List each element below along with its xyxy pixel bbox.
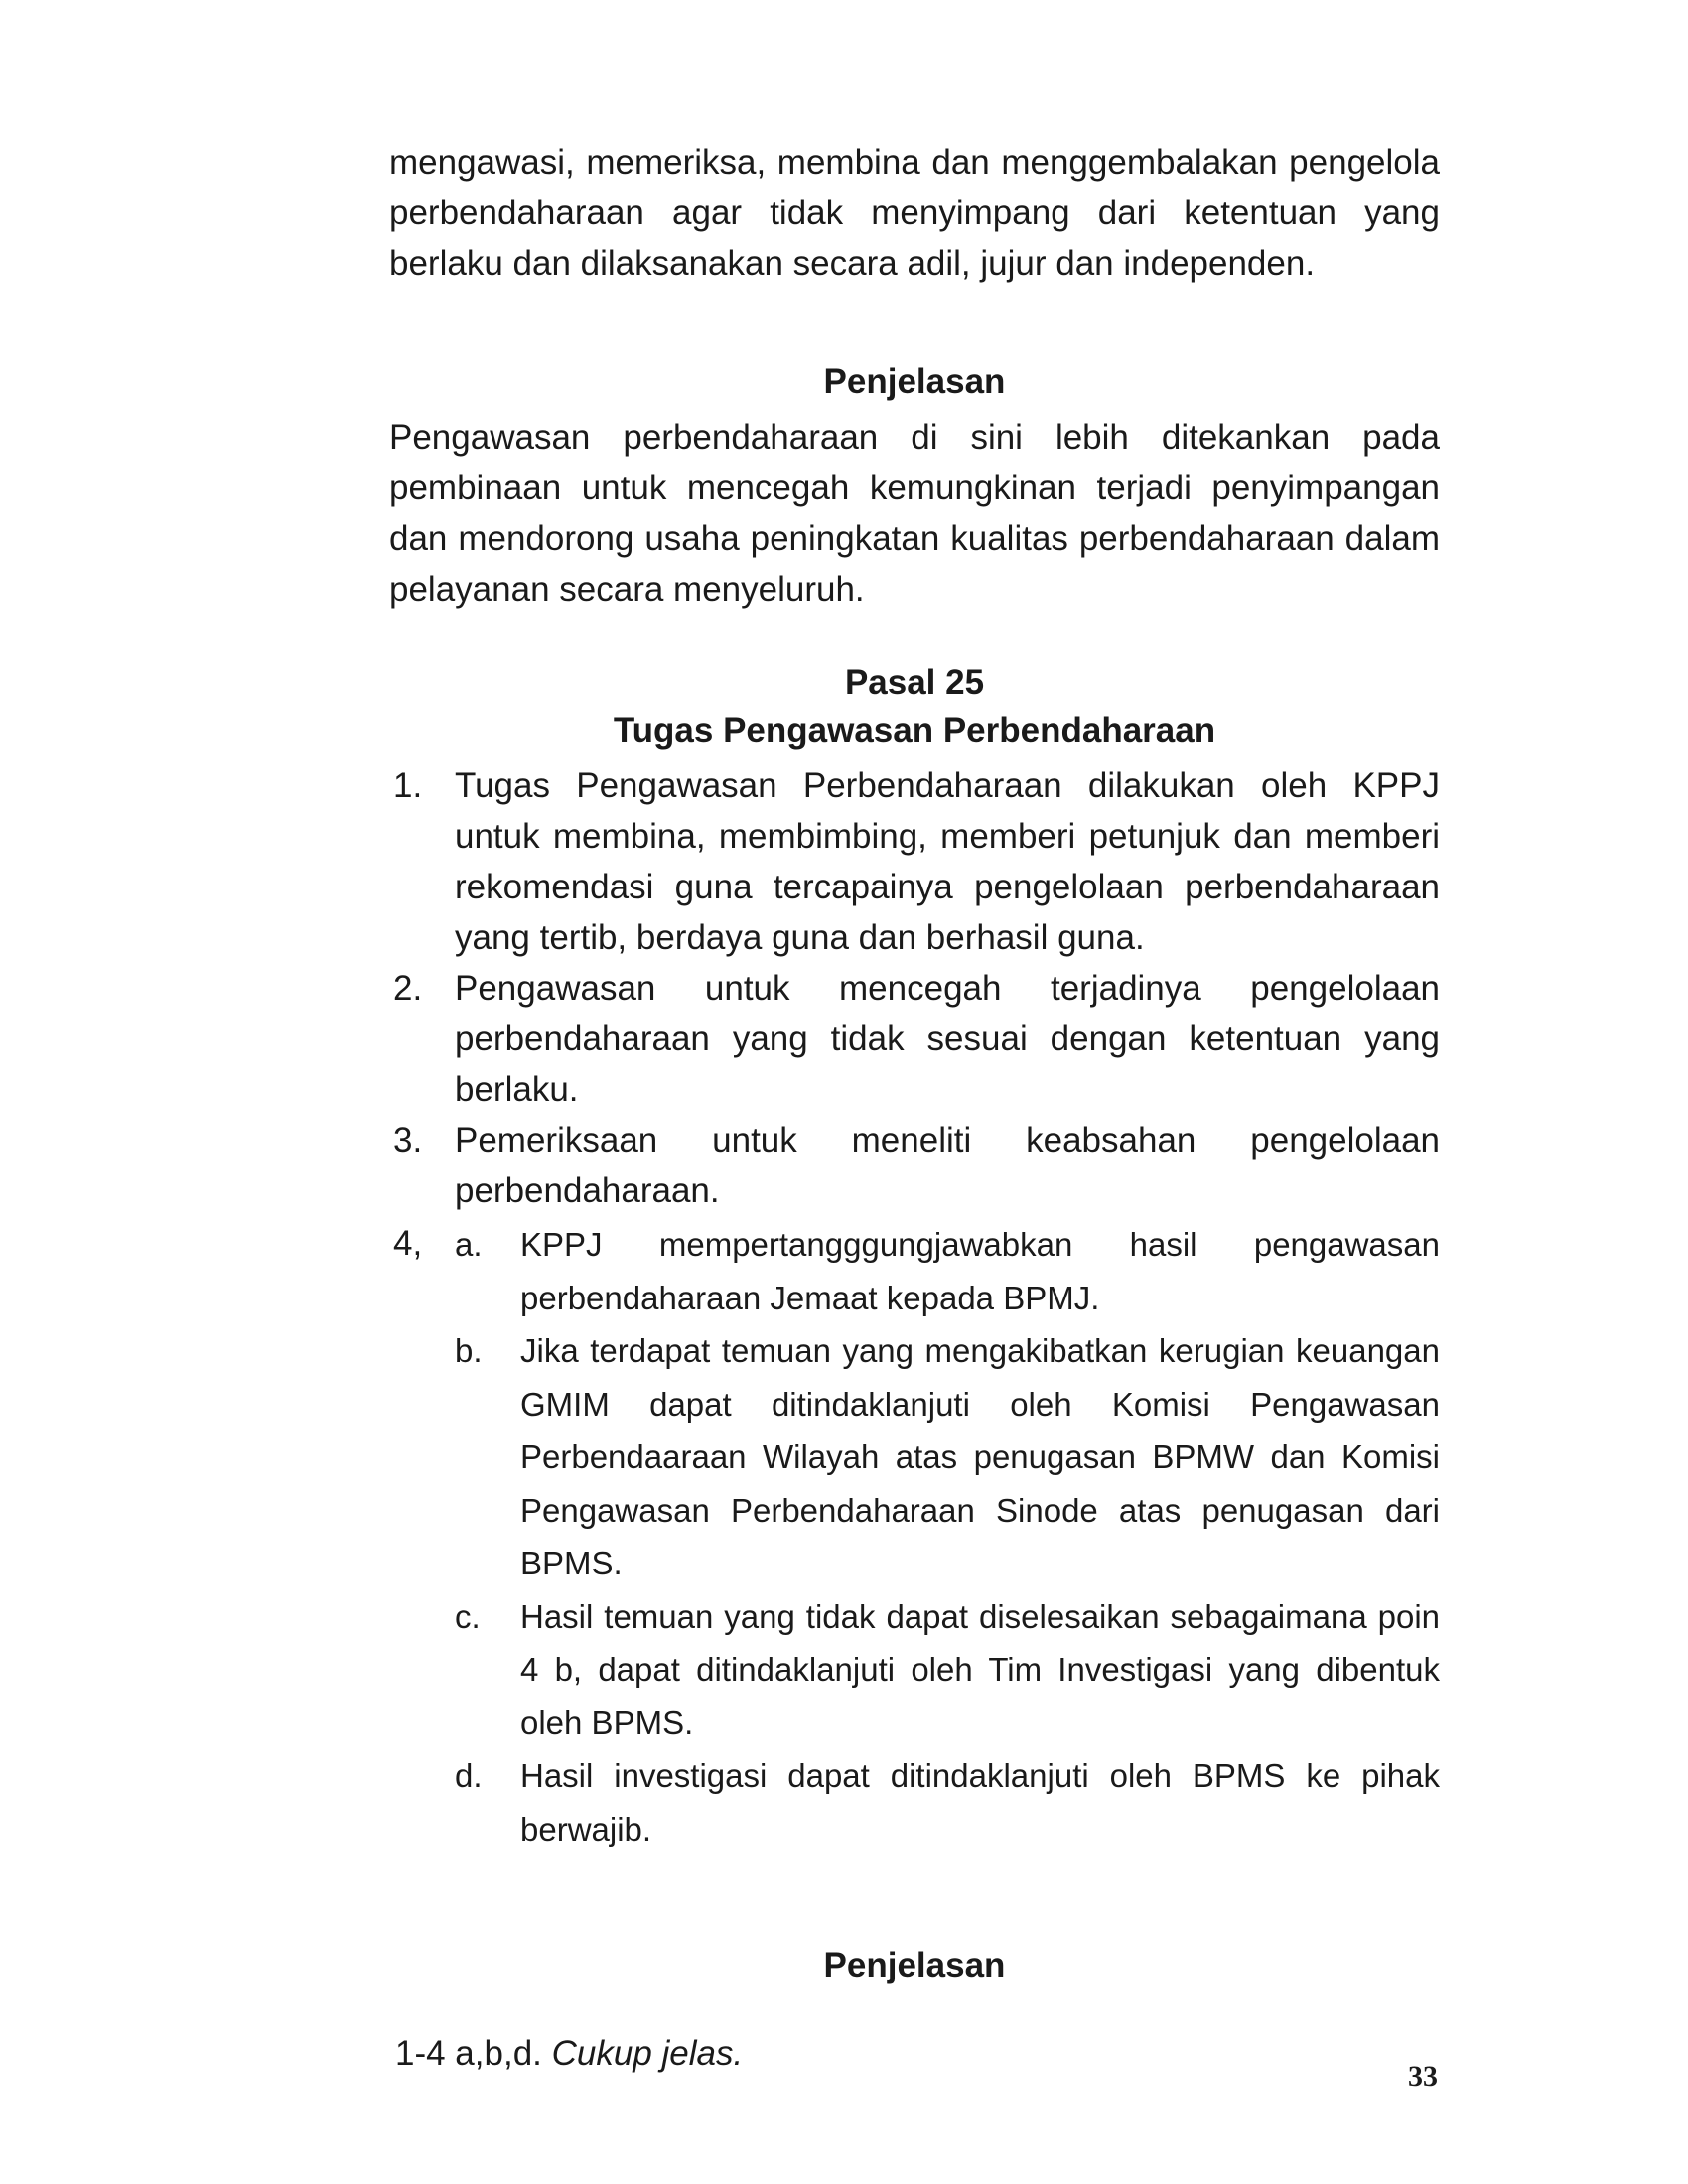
list-item bbox=[389, 963, 1440, 1115]
sub-item-letter: b. bbox=[455, 1332, 483, 1369]
sub-list-item bbox=[455, 1590, 1440, 1750]
list-item-number: 2. bbox=[393, 969, 423, 1008]
explanation-paragraph: Pengawasan perbendaharaan di sini lebih ditekankan pada pembinaan untuk mencegah kemungkinan terjadi penyimpangan dan mendorong usaha peningkatan kualitas perbendaharaan dalam pelayanan secara menyeluruh. bbox=[389, 418, 1440, 609]
article-heading: Pasal 25 bbox=[844, 663, 985, 702]
list-item-text: Tugas Pengawasan Perbendaharaan dilakukan oleh KPPJ untuk membina, membimbing, memberi petunjuk dan memberi rekomendasi guna tercapainya pengelolaan perbendaharaan yang tertib, berdaya guna dan berhasil guna. bbox=[455, 766, 1440, 957]
intro-paragraph: mengawasi, memeriksa, membina dan menggembalakan pengelola perbendaharaan agar tidak menyimpang dari ketentuan yang berlaku dan dilaksanakan secara adil, jujur dan independen. bbox=[389, 143, 1440, 283]
list-item bbox=[389, 1115, 1440, 1216]
sub-item-letter: a. bbox=[455, 1226, 483, 1263]
sub-item-letter: d. bbox=[455, 1757, 483, 1794]
list-item-number: 1. bbox=[393, 766, 423, 805]
closing-italic: Cukup jelas. bbox=[551, 2034, 744, 2073]
sub-item-text: Hasil temuan yang tidak dapat diselesaikan sebagaimana poin 4 b, dapat ditindaklanjuti oleh Tim Investigasi yang dibentuk oleh BPMS. bbox=[520, 1597, 1440, 1741]
article-item-list bbox=[389, 760, 1440, 1855]
sub-item-text: Hasil investigasi dapat ditindaklanjuti oleh BPMS ke pihak berwajib. bbox=[520, 1757, 1440, 1847]
page-number: 33 bbox=[1408, 2060, 1438, 2093]
list-item-text: Pemeriksaan untuk meneliti keabsahan pengelolaan perbendaharaan. bbox=[455, 1121, 1440, 1210]
closing-prefix: 1-4 a,b,d. bbox=[395, 2034, 542, 2073]
sub-item-text: KPPJ mempertangggungjawabkan hasil pengawasan perbendaharaan Jemaat kepada BPMJ. bbox=[520, 1226, 1440, 1316]
closing-line bbox=[395, 2028, 743, 2079]
list-item bbox=[389, 1218, 1440, 1855]
sub-list-item bbox=[455, 1749, 1440, 1855]
sub-item-text: Jika terdapat temuan yang mengakibatkan kerugian keuangan GMIM dapat ditindaklanjuti oleh Komisi Pengawasan Perbendaaraan Wilayah atas penugasan BPMW dan Komisi Pengawasan Perbendaharaan Sinode atas penugasan dari BPMS. bbox=[520, 1332, 1440, 1581]
sub-list-item bbox=[455, 1218, 1440, 1324]
explanation-heading: Penjelasan bbox=[823, 362, 1006, 401]
sub-item-list bbox=[455, 1218, 1440, 1855]
list-item-number: 3. bbox=[393, 1121, 423, 1160]
explanation-heading: Penjelasan bbox=[823, 1946, 1006, 1984]
sub-list-item bbox=[455, 1324, 1440, 1590]
list-item-text: Pengawasan untuk mencegah terjadinya pengelolaan perbendaharaan yang tidak sesuai dengan ketentuan yang berlaku. bbox=[455, 969, 1440, 1109]
sub-item-letter: c. bbox=[455, 1597, 481, 1635]
article-title: Tugas Pengawasan Perbendaharaan bbox=[613, 711, 1216, 750]
list-item bbox=[389, 760, 1440, 963]
list-item-number: 4, bbox=[393, 1224, 423, 1263]
